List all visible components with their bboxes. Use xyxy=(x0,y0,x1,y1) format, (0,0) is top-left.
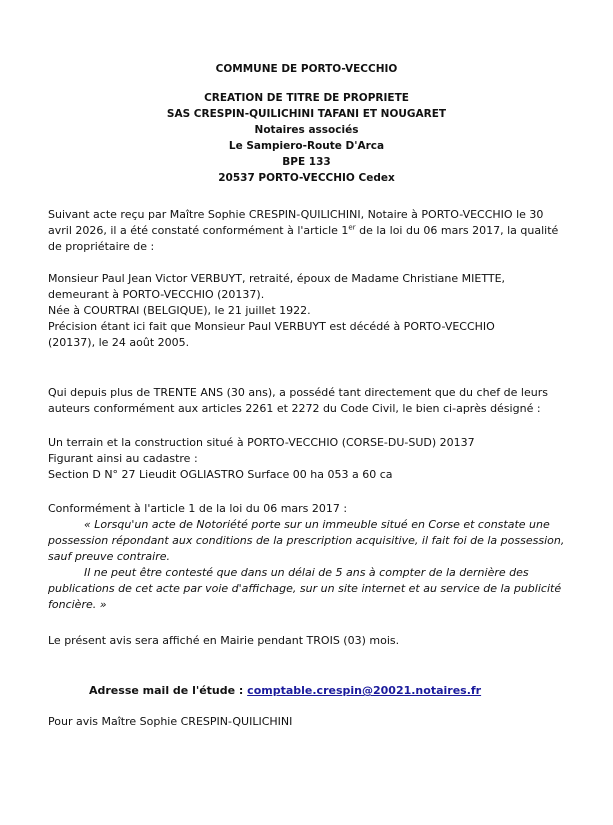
closing-signature: Pour avis Maître Sophie CRESPIN-QUILICHINI xyxy=(48,715,293,728)
law-quote-1-line-3: sauf preuve contraire. xyxy=(48,550,170,563)
possession-paragraph xyxy=(48,385,568,417)
possession-line-2: auteurs conformément aux articles 2261 et 2272 du Code Civil, le bien ci-après désigné : xyxy=(48,402,541,415)
intro-line-2a: avril 2026, il a été constaté conformément à l'article 1 xyxy=(48,224,349,237)
notary-role: Notaires associés xyxy=(254,124,359,136)
closing-paragraph xyxy=(48,714,568,730)
notary-firm: SAS CRESPIN-QUILICHINI TAFANI ET NOUGARET xyxy=(166,108,447,120)
law-quote-2-line-3: foncière. » xyxy=(48,598,107,611)
display-notice: Le présent avis sera affiché en Mairie pendant TROIS (03) mois. xyxy=(48,634,400,647)
document-title: CREATION DE TITRE DE PROPRIETE xyxy=(204,92,409,104)
property-line-2: Figurant ainsi au cadastre : xyxy=(48,452,198,465)
header-notary-block xyxy=(0,90,613,186)
owner-line-4: Précision étant ici fait que Monsieur Paul VERBUYT est décédé à PORTO-VECCHIO xyxy=(48,320,495,333)
property-paragraph xyxy=(48,435,568,483)
commune-title: COMMUNE DE PORTO-VECCHIO xyxy=(215,63,398,75)
law-intro: Conformément à l'article 1 de la loi du 06 mars 2017 : xyxy=(48,502,348,515)
possession-line-1: Qui depuis plus de TRENTE ANS (30 ans), a possédé tant directement que du chef de leurs xyxy=(48,386,548,399)
owner-paragraph xyxy=(48,271,568,351)
contact-line xyxy=(89,683,481,699)
email-label: Adresse mail de l'étude : xyxy=(89,684,248,697)
email-link[interactable]: comptable.crespin@20021.notaires.fr xyxy=(247,684,482,697)
intro-line-2-sup: er xyxy=(348,223,356,232)
law-quote-1-line-1: « Lorsqu'un acte de Notoriété porte sur un immeuble situé en Corse et constate une xyxy=(84,518,550,531)
law-quote-1-line-2: possession répondant aux conditions de la prescription acquisitive, il fait foi de la possession, xyxy=(48,534,565,547)
property-line-3: Section D N° 27 Lieudit OGLIASTRO Surface 00 ha 053 a 60 ca xyxy=(48,468,393,481)
law-quote-2-line-2: publications de cet acte par voie d'affichage, sur un site internet et au service de la publicité xyxy=(48,582,562,595)
intro-line-2 xyxy=(48,223,568,239)
owner-line-3: Née à COURTRAI (BELGIQUE), le 21 juillet 1922. xyxy=(48,304,311,317)
intro-paragraph xyxy=(48,207,568,255)
owner-line-5: (20137), le 24 août 2005. xyxy=(48,336,190,349)
owner-line-2: demeurant à PORTO-VECCHIO (20137). xyxy=(48,288,265,301)
owner-line-1: Monsieur Paul Jean Victor VERBUYT, retraité, époux de Madame Christiane MIETTE, xyxy=(48,272,506,285)
notary-city: 20537 PORTO-VECCHIO Cedex xyxy=(218,172,395,184)
intro-line-3: de propriétaire de : xyxy=(48,240,155,253)
notary-street: Le Sampiero-Route D'Arca xyxy=(228,140,385,152)
law-paragraph xyxy=(48,501,568,613)
header-commune-block xyxy=(0,61,613,77)
display-paragraph xyxy=(48,633,568,649)
notary-bpe: BPE 133 xyxy=(282,156,331,168)
law-quote-2-line-1: Il ne peut être contesté que dans un délai de 5 ans à compter de la dernière des xyxy=(84,566,529,579)
property-line-1: Un terrain et la construction situé à PORTO-VECCHIO (CORSE-DU-SUD) 20137 xyxy=(48,436,475,449)
intro-line-2b: de la loi du 06 mars 2017, la qualité xyxy=(355,224,559,237)
intro-line-1: Suivant acte reçu par Maître Sophie CRESPIN-QUILICHINI, Notaire à PORTO-VECCHIO le 30 xyxy=(48,208,544,221)
